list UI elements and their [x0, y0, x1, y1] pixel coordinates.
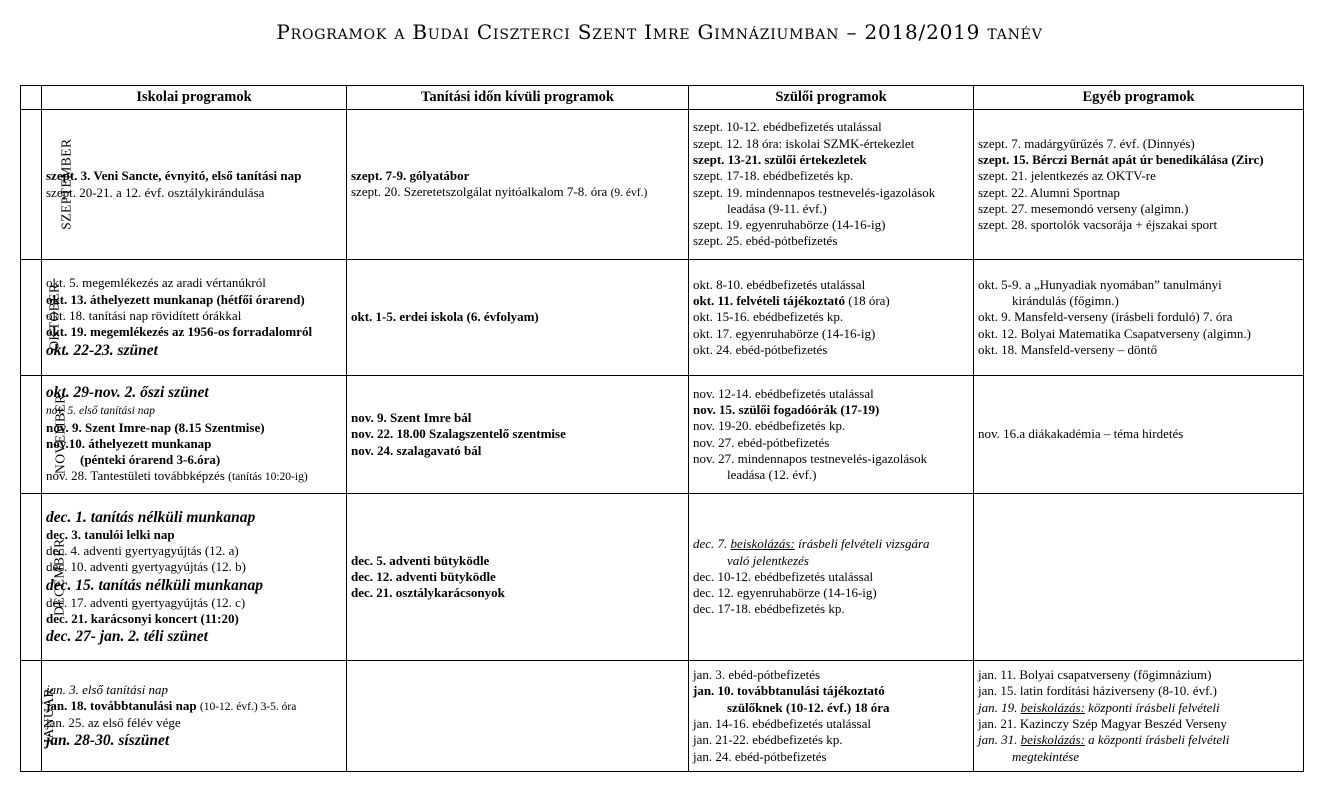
event-text: szept. 19. mindennapos testnevelés-igazolások: [693, 184, 936, 200]
event-text: szept. 20-21. a 12. évf. osztálykirándulása: [46, 184, 265, 200]
event-text: jan. 10. továbbtanulási tájékoztató: [693, 683, 885, 699]
event-text: nov. 15. szülői fogadóórák (17-19): [693, 401, 880, 417]
event-text: dec. 21. karácsonyi koncert (11:20): [46, 610, 239, 626]
event-text: dec. 5. adventi bütyködle: [351, 552, 490, 568]
event-text: beiskolázás:: [1020, 699, 1085, 715]
month-cell: [21, 661, 56, 772]
event-text: (10-12. évf.): [199, 700, 258, 713]
event-line: [978, 749, 1299, 765]
event-text: nov. 28. Tantestületi továbbképzés: [46, 468, 229, 484]
event-line: [351, 426, 684, 442]
cell-other: [974, 661, 1304, 772]
event-text: dec. 15. tanítás nélküli munkanap: [46, 576, 264, 594]
cell-parent: [689, 494, 974, 661]
event-text: nov. 19-20. ebédbefizetés kp.: [693, 418, 846, 434]
event-text: leadása (9-11. évf.): [727, 200, 827, 216]
event-text: jan. 3. ebéd-pótbefizetés: [693, 667, 821, 683]
event-line: [693, 732, 969, 748]
header-school: Iskolai programok: [42, 86, 347, 110]
event-line: [978, 716, 1299, 732]
event-line: [693, 402, 969, 418]
event-line: [46, 452, 342, 468]
event-text: okt. 29-nov. 2. őszi szünet: [46, 384, 209, 402]
event-line: [978, 309, 1299, 325]
event-line: [693, 451, 969, 467]
cell-parent: [689, 260, 974, 376]
header-extra: Tanítási időn kívüli programok: [347, 86, 689, 110]
event-text: leadása (12. évf.): [727, 467, 817, 483]
event-line: [351, 569, 684, 585]
event-line: [693, 683, 969, 699]
cell-school: [42, 110, 347, 260]
event-text: szept. 25. ebéd-pótbefizetés: [693, 233, 838, 249]
event-text: dec. 4. adventi gyertyagyújtás (12. a): [46, 543, 239, 559]
event-line: [46, 627, 342, 646]
event-text: okt. 24. ebéd-pótbefizetés: [693, 341, 828, 357]
event-text: jan. 31.: [978, 732, 1021, 748]
event-text: jan. 21. Kazinczy Szép Magyar Beszéd Verseny: [978, 716, 1227, 731]
event-line: [693, 217, 969, 233]
event-line: [351, 168, 684, 184]
event-text: szept. 7. madárgyűrűzés 7. évf. (Dinnyés): [978, 135, 1195, 151]
event-line: [46, 698, 342, 715]
event-text: dec. 3. tanulói lelki nap: [46, 526, 175, 542]
cell-extra: [347, 661, 689, 772]
event-line: [46, 436, 342, 452]
month-label: NOVEMBER: [52, 394, 68, 475]
event-line: [46, 168, 342, 184]
event-text: való jelentkezés: [727, 552, 809, 568]
event-text: dec. 17-18. ebédbefizetés kp.: [693, 601, 845, 617]
event-text: szept. 15. Bérczi Bernát apát úr benedikálása (Zirc): [978, 151, 1264, 167]
month-cell: [21, 260, 62, 376]
event-text: dec. 12. egyenruhabörze (14-16-ig): [693, 585, 877, 601]
event-line: [693, 386, 969, 402]
event-line: [693, 601, 969, 617]
cell-parent: [689, 661, 974, 772]
event-text: (tanítás 10:20-ig): [228, 471, 308, 484]
event-text: dec. 17. adventi gyertyagyújtás (12. c): [46, 594, 246, 610]
event-text: okt. 18. tanítási nap rövidített órákkal: [46, 308, 242, 323]
event-text: nov. 5. első tanítási nap: [46, 405, 156, 418]
header-row: [21, 86, 1304, 110]
event-line: [978, 426, 1299, 442]
event-text: jan. 28-30. síszünet: [46, 732, 170, 750]
cell-extra: [347, 260, 689, 376]
event-line: [693, 201, 969, 217]
event-line: [46, 341, 342, 360]
event-text: szept. 28. sportolók vacsorája + éjszakai sport: [978, 217, 1218, 233]
event-line: [978, 168, 1299, 184]
event-text: okt. 18. Mansfeld-verseny – döntő: [978, 341, 1158, 357]
cell-extra: [347, 494, 689, 661]
event-line: [978, 342, 1299, 358]
event-line: [46, 611, 342, 627]
event-line: [46, 715, 342, 731]
event-text: dec. 1. tanítás nélküli munkanap: [46, 508, 256, 526]
event-line: [46, 402, 342, 419]
cell-school: [42, 376, 347, 494]
event-text: nov.10. áthelyezett munkanap: [46, 435, 212, 451]
cell-other: [974, 110, 1304, 260]
event-line: [46, 527, 342, 543]
event-line: [978, 326, 1299, 342]
cell-parent: [689, 376, 974, 494]
event-line: [693, 326, 969, 342]
event-text: szept. 22. Alumni Sportnap: [978, 184, 1120, 200]
event-text: szept. 21. jelentkezés az OKTV-re: [978, 168, 1156, 184]
event-text: dec. 27- jan. 2. téli szünet: [46, 628, 208, 646]
event-line: [978, 667, 1299, 683]
cell-other: [974, 260, 1304, 376]
event-text: okt. 5-9. a „Hunyadiak nyomában” tanulmányi: [978, 276, 1222, 292]
event-text: szept. 10-12. ebédbefizetés utalással: [693, 119, 882, 135]
event-text: okt. 22-23. szünet: [46, 341, 158, 359]
event-text: okt. 17. egyenruhabörze (14-16-ig): [693, 325, 876, 341]
event-text: jan. 18. továbbtanulási nap: [46, 697, 200, 713]
event-line: [46, 324, 342, 340]
event-line: [693, 277, 969, 293]
event-text: okt. 1-5. erdei iskola (6. évfolyam): [351, 309, 539, 325]
event-text: jan. 14-16. ebédbefizetés utalással: [693, 716, 871, 731]
event-text: nov. 16.a diákakadémia – téma hirdetés: [978, 426, 1184, 442]
event-text: (18 óra): [844, 293, 890, 309]
event-line: [693, 293, 969, 309]
event-text: szept. 19. egyenruhabörze (14-16-ig): [693, 217, 886, 233]
event-line: [693, 119, 969, 135]
event-text: 3-5. óra: [257, 700, 297, 713]
event-line: [978, 277, 1299, 293]
event-text: dec. 7.: [693, 536, 731, 552]
event-line: [46, 682, 342, 698]
event-text: központi írásbeli felvételi: [1084, 699, 1220, 715]
event-text: jan. 15. latin fordítási háziverseny (8-10. évf.): [978, 683, 1217, 699]
event-line: [351, 553, 684, 569]
event-line: [693, 342, 969, 358]
month-label: DECEMBER: [51, 538, 67, 616]
event-line: [693, 136, 969, 152]
cell-school: [42, 661, 347, 772]
event-text: írásbeli felvételi vizsgára: [794, 536, 930, 552]
event-line: [693, 152, 969, 168]
event-line: [693, 749, 969, 765]
event-text: okt. 8-10. ebédbefizetés utalással: [693, 276, 866, 292]
event-line: [46, 595, 342, 611]
event-text: okt. 19. megemlékezés az 1956-os forradalomról: [46, 324, 313, 340]
header-parent: Szülői programok: [689, 86, 974, 110]
event-text: nov. 9. Szent Imre-nap (8.15 Szentmise): [46, 419, 265, 435]
cell-extra: [347, 110, 689, 260]
event-text: jan. 25. az első félév vége: [46, 715, 181, 731]
event-text: a központi írásbeli felvételi: [1084, 732, 1230, 748]
event-text: dec. 10-12. ebédbefizetés utalással: [693, 568, 874, 584]
event-text: nov. 24. szalagavató bál: [351, 442, 482, 458]
event-text: nov. 27. mindennapos testnevelés-igazolások: [693, 450, 928, 466]
event-line: [46, 383, 342, 402]
event-line: [978, 136, 1299, 152]
event-line: [693, 700, 969, 716]
event-text: nov. 9. Szent Imre bál: [351, 410, 472, 426]
month-row: [21, 376, 1304, 494]
event-text: dec. 21. osztálykarácsonyok: [351, 585, 505, 601]
cell-other: [974, 494, 1304, 661]
event-line: [693, 569, 969, 585]
event-line: [351, 585, 684, 601]
event-line: [46, 275, 342, 291]
event-text: jan. 3. első tanítási nap: [46, 681, 169, 697]
event-line: [693, 233, 969, 249]
event-line: [351, 410, 684, 426]
month-row: [21, 260, 1304, 376]
event-text: (9. évf.): [610, 187, 648, 199]
event-text: szept. 27. mesemondó verseny (algimn.): [978, 200, 1189, 216]
event-line: [693, 667, 969, 683]
cell-school: [42, 494, 347, 661]
event-text: szept. 7-9. gólyatábor: [351, 167, 470, 183]
event-line: [351, 443, 684, 459]
event-line: [978, 152, 1299, 168]
event-text: kirándulás (főgimn.): [1012, 293, 1119, 309]
event-line: [978, 700, 1299, 716]
event-line: [46, 420, 342, 436]
event-text: dec. 12. adventi bütyködle: [351, 568, 496, 584]
month-row: [21, 110, 1304, 260]
month-row: [21, 661, 1304, 772]
header-other: Egyéb programok: [974, 86, 1304, 110]
month-label: JANUÁR: [40, 687, 56, 745]
event-text: nov. 27. ebéd-pótbefizetés: [693, 434, 830, 450]
event-text: jan. 24. ebéd-pótbefizetés: [693, 748, 827, 764]
event-line: [978, 683, 1299, 699]
event-line: [693, 309, 969, 325]
month-cell: [21, 494, 67, 661]
event-line: [46, 292, 342, 308]
cell-other: [974, 376, 1304, 494]
event-line: [351, 184, 684, 201]
event-line: [693, 435, 969, 451]
month-label: SZEPTEMBER: [58, 138, 74, 231]
cell-extra: [347, 376, 689, 494]
event-text: jan. 11. Bolyai csapatverseny (főgimnázium): [978, 667, 1212, 683]
event-line: [978, 201, 1299, 217]
event-text: nov. 22. 18.00 Szalagszentelő szentmise: [351, 426, 566, 442]
event-text: szept. 20. Szeretetszolgálat nyitóalkalom 7-8. óra: [351, 184, 611, 199]
event-text: beiskolázás:: [1020, 732, 1085, 748]
event-line: [46, 508, 342, 527]
event-text: okt. 9. Mansfeld-verseny (írásbeli forduló) 7. óra: [978, 309, 1233, 325]
cell-school: [42, 260, 347, 376]
event-text: okt. 5. megemlékezés az aradi vértanúkról: [46, 275, 266, 291]
event-line: [693, 418, 969, 434]
event-line: [693, 467, 969, 483]
event-text: okt. 12. Bolyai Matematika Csapatverseny (algimn.): [978, 325, 1251, 341]
cell-parent: [689, 110, 974, 260]
event-line: [978, 732, 1299, 748]
event-text: szept. 13-21. szülői értekezletek: [693, 151, 867, 167]
event-line: [693, 585, 969, 601]
event-text: szept. 17-18. ebédbefizetés kp.: [693, 168, 854, 184]
event-text: szept. 3. Veni Sancte, évnyitó, első tanítási nap: [46, 168, 302, 184]
event-text: (pénteki órarend 3-6.óra): [80, 452, 221, 468]
month-row: [21, 494, 1304, 661]
month-cell: [21, 376, 68, 494]
event-line: [46, 308, 342, 324]
event-line: [693, 536, 969, 552]
program-table: [20, 85, 1304, 772]
event-text: szept. 12. 18 óra: iskolai SZMK-értekezlet: [693, 135, 915, 151]
event-line: [693, 168, 969, 184]
month-cell: [21, 110, 74, 260]
event-line: [46, 185, 342, 201]
page-title: Programok a Budai Ciszterci Szent Imre Gimnáziumban – 2018/2019 tanév: [276, 20, 1043, 44]
event-line: [693, 553, 969, 569]
event-line: [46, 559, 342, 575]
event-line: [46, 468, 342, 485]
month-label: OKTÓBER: [46, 283, 62, 352]
event-text: szülőknek (10-12. évf.) 18 óra: [727, 699, 890, 715]
event-text: jan. 19.: [978, 699, 1021, 715]
event-line: [46, 543, 342, 559]
event-line: [351, 309, 684, 325]
event-text: okt. 15-16. ebédbefizetés kp.: [693, 309, 844, 325]
header-corner: [21, 86, 42, 110]
event-text: jan. 21-22. ebédbefizetés kp.: [693, 732, 843, 748]
event-line: [978, 217, 1299, 233]
event-text: megtekintése: [1012, 748, 1080, 764]
event-text: dec. 10. adventi gyertyagyújtás (12. b): [46, 559, 246, 575]
event-line: [693, 716, 969, 732]
event-line: [978, 185, 1299, 201]
event-text: nov. 12-14. ebédbefizetés utalással: [693, 385, 874, 401]
event-line: [978, 293, 1299, 309]
event-text: okt. 13. áthelyezett munkanap (hétfői órarend): [46, 291, 305, 307]
event-text: okt. 11. felvételi tájékoztató: [693, 293, 845, 309]
event-line: [46, 576, 342, 595]
event-line: [46, 731, 342, 750]
event-text: beiskolázás:: [730, 536, 795, 552]
event-line: [693, 185, 969, 201]
